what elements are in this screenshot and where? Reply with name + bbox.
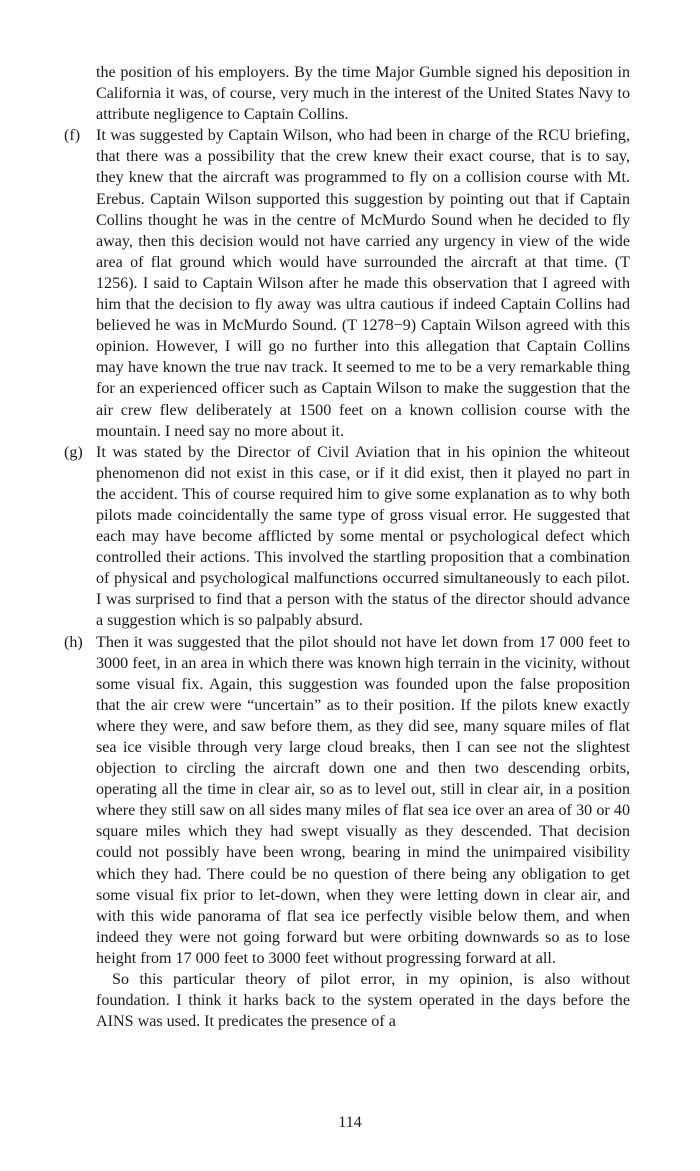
list-item-h (64, 632, 630, 970)
item-text: Then it was suggested that the pilot should not have let down from 17 000 feet to 3000 feet, in an area in which there was known high terrain in the vicinity, without some visual fix. Again, this suggestion was founded upon the false proposition that the air crew were “uncertain” as to their position. If the pilots knew exactly where they were, and saw before them, as they did see, many square miles of flat sea ice visible through very large cloud breaks, then I can see not the slightest objection to circling the aircraft down one and then two descending orbits, operating all the time in clear air, so as to level out, still in clear air, in a position where they still saw on all sides many miles of flat sea ice over an area of 30 or 40 square miles which they had swept visually as they descended. That decision could not possibly have been wrong, bearing in mind the unimpaired visibility which they had. There could be no question of there being any obligation to get some visual fix prior to let-down, when they were letting down in clear air, and with this wide panorama of flat sea ice perfectly visible below them, and when indeed they were not going forward but were orbiting downwards so as to lose height from 17 000 feet to 3000 feet without progressing forward at all. (96, 633, 630, 967)
item-text: It was stated by the Director of Civil Aviation that in his opinion the whiteout phenomenon did not exist in this case, or if it did exist, then it played no part in the accident. This of course required him to give some explanation as to why both pilots made coincidentally the same type of gross visual error. He suggested that each may have become afflicted by some mental or psychological defect which controlled their actions. This involved the startling proposition that a combination of physical and psychological malfunctions occurred simultaneously to each pilot. I was surprised to find that a person with the status of the director should advance a suggestion which is so palpably absurd. (96, 443, 630, 630)
continuation-paragraph: the position of his employers. By the time Major Gumble signed his deposition in California it was, of course, very much in the interest of the United States Navy to attribute negligence to Captain Collins. (96, 64, 630, 124)
item-label: (g) (64, 443, 83, 461)
item-label: (h) (64, 633, 83, 651)
item-text: It was suggested by Captain Wilson, who had been in charge of the RCU briefing, that there was a possibility that the crew knew their exact course, that is to say, they knew that the aircraft was programmed to fly on a collision course with Mt. Erebus. Captain Wilson supported this suggestion by pointing out that if Captain Collins thought he was in the centre of McMurdo Sound when he decided to fly away, then this decision would not have carried any urgency in view of the wide area of flat ground which would have surrounded the aircraft at that time. (T 1256). I said to Captain Wilson after he made this observation that I agreed with him that the decision to fly away was ultra cautious if indeed Captain Collins had believed he was in McMurdo Sound. (T 1278−9) Captain Wilson agreed with this opinion. However, I will go no further into this allegation that Captain Collins may have known the true nav track. It seemed to me to be a very remarkable thing for an experienced officer such as Captain Wilson to make the suggestion that the air crew flew deliberately at 1500 feet on a known collision course with the mountain. I need say no more about it. (96, 127, 630, 440)
item-label: (f) (64, 127, 81, 145)
closing-paragraph: So this particular theory of pilot error, in my opinion, is also without foundation. I think it harks back to the system operated in the days before the AINS was used. It predicates the presence of a (96, 971, 630, 1031)
page-number: 114 (338, 1114, 362, 1131)
list-item-f (64, 125, 630, 441)
body-text (64, 62, 630, 1032)
list-item-g (64, 442, 630, 632)
